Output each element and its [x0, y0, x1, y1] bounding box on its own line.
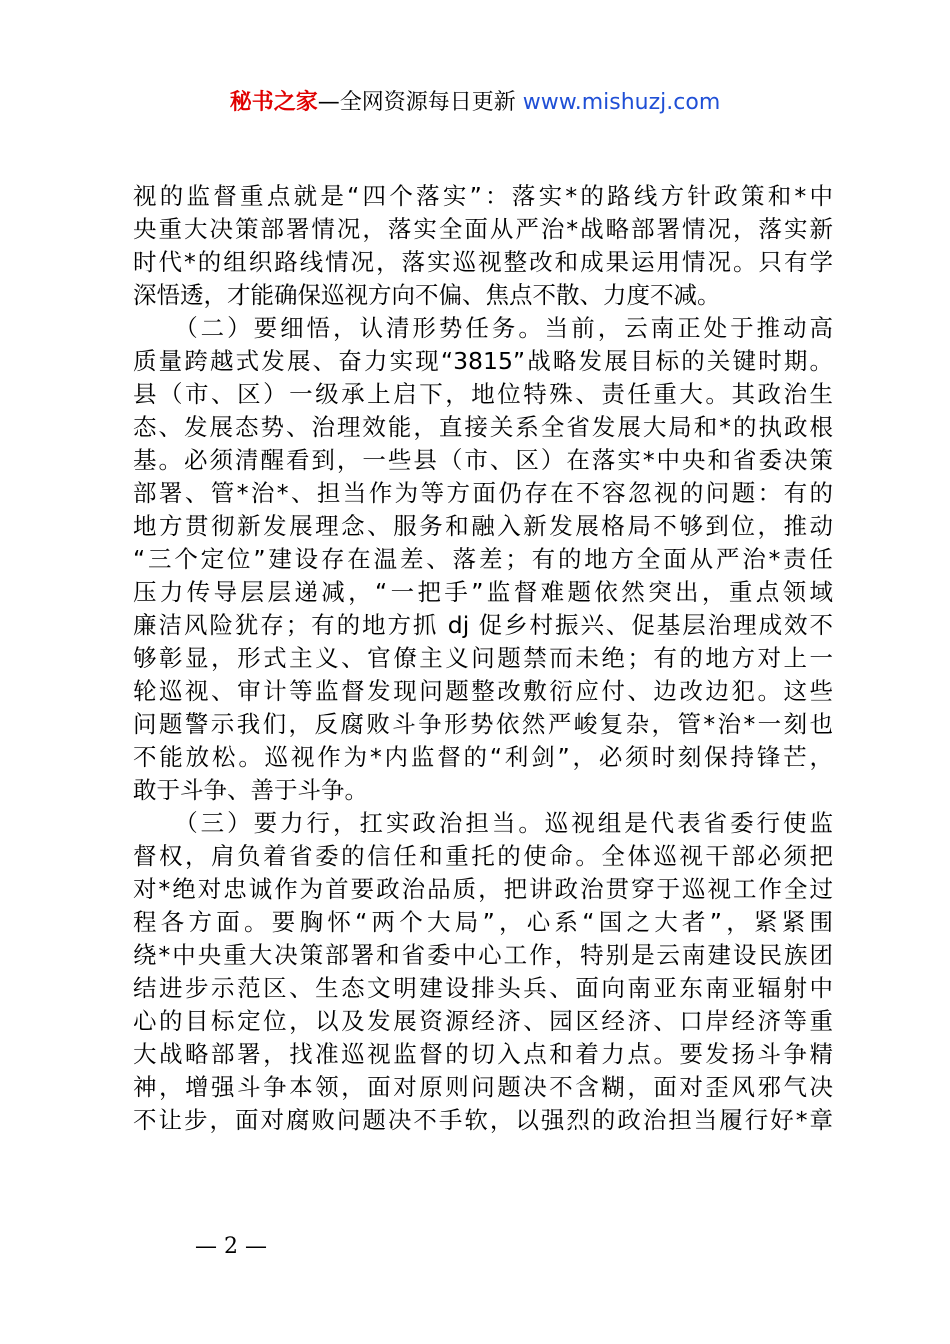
text-line: 心的目标定位，以及发展资源经济、园区经济、口岸经济等重: [133, 1007, 833, 1035]
text-line: 问题警示我们，反腐败斗争形势依然严峻复杂，管*治*一刻也: [133, 710, 833, 738]
text-line: 敢于斗争、善于斗争。: [133, 776, 368, 804]
site-header: [0, 88, 950, 118]
text-line: 视的监督重点就是“四个落实”：落实*的路线方针政策和*中: [133, 182, 833, 210]
text-line: （三）要力行，扛实政治担当。巡视组是代表省委行使监: [133, 809, 833, 837]
text-line: 督权，肩负着省委的信任和重托的使命。全体巡视干部必须把: [133, 842, 833, 870]
text-line: 央重大决策部署情况，落实全面从严治*战略部署情况，落实新: [133, 215, 833, 243]
text-line: （二）要细悟，认清形势任务。当前，云南正处于推动高: [133, 314, 833, 342]
text-line: 深悟透，才能确保巡视方向不偏、焦点不散、力度不减。: [133, 281, 721, 309]
text-line: 县（市、区）一级承上启下，地位特殊、责任重大。其政治生: [133, 380, 833, 408]
text-line: 部署、管*治*、担当作为等方面仍存在不容忽视的问题：有的: [133, 479, 833, 507]
text-line: 质量跨越式发展、奋力实现“3815”战略发展目标的关键时期。: [133, 347, 833, 375]
text-line: 神，增强斗争本领，面对原则问题决不含糊，面对歪风邪气决: [133, 1073, 833, 1101]
text-line: 对*绝对忠诚作为首要政治品质，把讲政治贯穿于巡视工作全过: [133, 875, 833, 903]
text-line: 压力传导层层递减，“一把手”监督难题依然突出，重点领域: [133, 578, 833, 606]
text-line: 不让步，面对腐败问题决不手软，以强烈的政治担当履行好*章: [133, 1106, 833, 1134]
text-line: 轮巡视、审计等监督发现问题整改敷衍应付、边改边犯。这些: [133, 677, 833, 705]
text-line: 态、发展态势、治理效能，直接关系全省发展大局和*的执政根: [133, 413, 833, 441]
text-line: 廉洁风险犹存；有的地方抓 dj 促乡村振兴、促基层治理成效不: [133, 611, 833, 639]
text-line: 程各方面。要胸怀“两个大局”，心系“国之大者”，紧紧围: [133, 908, 833, 936]
text-line: 不能放松。巡视作为*内监督的“利剑”，必须时刻保持锋芒，: [133, 743, 833, 771]
site-brand: 秘书之家: [229, 90, 318, 115]
text-line: 时代*的组织路线情况，落实巡视整改和成果运用情况。只有学: [133, 248, 833, 276]
page-number: — 2 —: [195, 1234, 267, 1259]
text-line: 地方贯彻新发展理念、服务和融入新发展格局不够到位，推动: [133, 512, 833, 540]
text-line: 大战略部署，找准巡视监督的切入点和着力点。要发扬斗争精: [133, 1040, 833, 1068]
text-line: 基。必须清醒看到，一些县（市、区）在落实*中央和省委决策: [133, 446, 833, 474]
document-body: [133, 180, 833, 1137]
text-line: 结进步示范区、生态文明建设排头兵、面向南亚东南亚辐射中: [133, 974, 833, 1002]
site-tagline: —全网资源每日更新: [317, 90, 516, 115]
text-line: “三个定位”建设存在温差、落差；有的地方全面从严治*责任: [133, 545, 833, 573]
site-url-link[interactable]: www.mishuzj.com: [522, 90, 721, 115]
text-line: 绕*中央重大决策部署和省委中心工作，特别是云南建设民族团: [133, 941, 833, 969]
text-line: 够彰显，形式主义、官僚主义问题禁而未绝；有的地方对上一: [133, 644, 833, 672]
